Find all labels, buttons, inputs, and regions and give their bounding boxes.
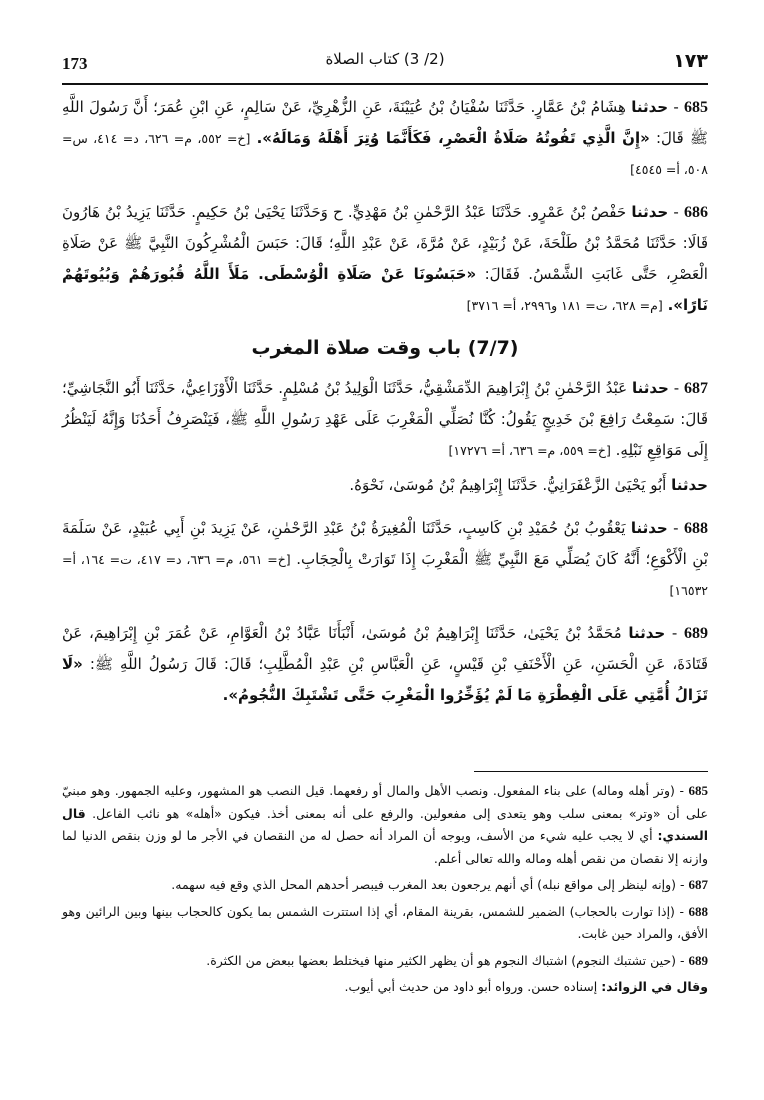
hadith-689: 689 - حدثنا مُحَمَّدُ بْنُ يَحْيَىٰ، حَدَّثَنَا إِبْرَاهِيمُ بْنُ مُوسَىٰ، أَنْبَأَنَا عَبَّادُ بْنُ الْعَوَّامِ، عَنْ عُمَرَ بْنِ إِبْرَاهِيمَ، عَنْ قَتَادَةَ، عَنِ الْحَسَنِ، عَنِ الْأَحْنَفِ بْنِ قَيْسٍ، عَنِ الْعَبَّاسِ بْنِ عَبْدِ الْمُطَّلِبِ؛ قَالَ: قَالَ رَسُولُ اللَّهِ ﷺ: «لَا تَزَالُ أُمَّتِي عَلَى الْفِطْرَةِ مَا لَمْ يُؤَخِّرُوا الْمَغْرِبَ حَتَّى تَشْتَبِكَ النُّجُومُ».	[62, 624, 708, 704]
hadith-number: 689	[684, 625, 708, 642]
footnote-text: - (حين تشتبك النجوم) اشتباك النجوم هو أن يظهر الكثير منها فيختلط بعضها ببعض من الكثرة.	[206, 952, 685, 968]
footnote-separator	[474, 771, 708, 772]
footnote-689	[62, 950, 708, 973]
zawaid-text: إسناده حسن. ورواه أبو داود من حديث أبي أيوب.	[344, 979, 598, 994]
footnote-text: أي لا يجب عليه شيء من الأسف، ويوجه أن المراد أنه حصل له من النقصان في الأجر ما لو وزن بنقص الدنيا لما وازنه إلا نقصان من نقص أهله وماله والله تعالى أعلم.	[62, 828, 708, 866]
hadith-number: 686	[684, 204, 708, 221]
running-title: (2/ 3) كتاب الصلاة	[325, 50, 445, 68]
hadith-text: يَعْقُوبُ بْنُ حُمَيْدِ بْنِ كَاسِبٍ، حَدَّثَنَا الْمُغِيرَةُ بْنُ عَبْدِ الرَّحْمٰنِ، عَنْ يَزِيدَ بْنِ أَبِي عُبَيْدٍ، عَنْ سَلَمَةَ بْنِ الْأَكْوَعِ؛ أَنَّهُ كَانَ يُصَلِّي مَعَ النَّبِيِّ ﷺ الْمَغْرِبَ إِذَا تَوَارَتْ بِالْحِجَابِ.	[62, 519, 708, 568]
hadith-687: 687 - حدثنا عَبْدُ الرَّحْمٰنِ بْنُ إِبْرَاهِيمَ الدِّمَشْقِيُّ، حَدَّثَنَا الْوَلِيدُ بْنُ مُسْلِمٍ. حَدَّثَنَا الْأَوْزَاعِيُّ، حَدَّثَنَا أَبُو النَّجَاشِيِّ؛ قَالَ: سَمِعْتُ رَافِعَ بْنَ خَدِيجٍ يَقُولُ: كُنَّا نُصَلِّي الْمَغْرِبَ عَلَى عَهْدِ رَسُولِ اللَّهِ ﷺ، فَيَنْصَرِفُ أَحَدُنَا وَإِنَّهُ لَيَنْظُرُ إِلَى مَوَاقِعِ نَبْلِهِ. [خ= ٥٥٩، م= ٦٣٦، أ= ١٧٢٧٦]	[62, 379, 708, 459]
hadith-text: حَفْصُ بْنُ عَمْرٍو. حَدَّثَنَا عَبْدُ الرَّحْمٰنِ بْنُ مَهْدِيٍّ. ح وَحَدَّثَنَا يَحْيَىٰ بْنُ حَكِيمٍ. حَدَّثَنَا يَزِيدُ بْنُ هَارُونَ قَالَا: حَدَّثَنَا مُحَمَّدُ بْنُ طَلْحَةَ، عَنْ زُبَيْدٍ، عَنْ مُرَّةَ، عَنْ عَبْدِ اللَّهِ؛ قَالَ: حَبَسَ الْمُشْرِكُونَ النَّبِيَّ ﷺ عَنْ صَلَاةِ الْعَصْرِ، حَتَّى غَابَتِ الشَّمْسُ. فَقَالَ:	[62, 203, 708, 283]
hadith-reference: [خ= ٥٥٩، م= ٦٣٦، أ= ١٧٢٧٦]	[448, 443, 611, 458]
footnote-number: 689	[688, 952, 708, 968]
footnote-number: 688	[688, 903, 708, 919]
chapter-heading: (7/7) باب وقت صلاة المغرب	[251, 337, 519, 359]
footnote-bold-label: قال السندي:	[62, 805, 708, 843]
hadith-number: 688	[683, 520, 708, 537]
hadith-quote: «لَا تَزَالُ أُمَّتِي عَلَى الْفِطْرَةِ مَا لَمْ يُؤَخِّرُوا الْمَغْرِبَ حَتَّى تَشْتَبِكَ النُّجُومُ».	[62, 655, 708, 704]
hadith-intro: حدثنا	[631, 203, 669, 221]
footnotes	[62, 780, 708, 1003]
footnote-text: - (وتر أهله وماله) على بناء المفعول. ونصب الأهل والمال أو رفعهما. قيل النصب هو المشهور، وعليه الجمهور. وهو مبنيّ على أن «وتر» بمعنى سلب وهو يتعدى إلى مفعولين. والرفع على أنه بمعنى أخذ. فيكون «أهله» هو نائب الفاعل.	[62, 783, 708, 821]
hadith-687-continuation	[62, 470, 708, 501]
hadith-intro: حدثنا	[632, 379, 669, 397]
hadith-686: 686 - حدثنا حَفْصُ بْنُ عَمْرٍو. حَدَّثَنَا عَبْدُ الرَّحْمٰنِ بْنُ مَهْدِيٍّ. ح وَحَدَّثَنَا يَحْيَىٰ بْنُ حَكِيمٍ. حَدَّثَنَا يَزِيدُ بْنُ هَارُونَ قَالَا: حَدَّثَنَا مُحَمَّدُ بْنُ طَلْحَةَ، عَنْ زُبَيْدٍ، عَنْ مُرَّةَ، عَنْ عَبْدِ اللَّهِ؛ قَالَ: حَبَسَ الْمُشْرِكُونَ النَّبِيَّ ﷺ عَنْ صَلَاةِ الْعَصْرِ، حَتَّى غَابَتِ الشَّمْسُ. فَقَالَ: «حَبَسُونَا عَنْ صَلَاةِ الْوُسْطَى. مَلَأَ اللَّهُ قُبُورَهُمْ وَبُيُوتَهُمْ نَارًا». [م= ٦٢٨، ت= ١٨١ و٢٩٩٦، أ= ٣٧١٦]	[62, 203, 708, 314]
hadith-number: 687	[684, 380, 708, 397]
footnote-688	[62, 901, 708, 946]
page-number-arabic: ١٧٣	[673, 50, 708, 72]
footnote-685	[62, 780, 708, 870]
hadith-688: 688 - حدثنا يَعْقُوبُ بْنُ حُمَيْدِ بْنِ كَاسِبٍ، حَدَّثَنَا الْمُغِيرَةُ بْنُ عَبْدِ الرَّحْمٰنِ، عَنْ يَزِيدَ بْنِ أَبِي عُبَيْدٍ، عَنْ سَلَمَةَ بْنِ الْأَكْوَعِ؛ أَنَّهُ كَانَ يُصَلِّي مَعَ النَّبِيِّ ﷺ الْمَغْرِبَ إِذَا تَوَارَتْ بِالْحِجَابِ. [خ= ٥٦١، م= ٦٣٦، د= ٤١٧، ت= ١٦٤، أ= ١٦٥٣٢]	[62, 519, 708, 598]
main-text	[62, 92, 708, 723]
hadith-quote: «إِنَّ الَّذِي تَفُوتُهُ صَلَاةُ الْعَصْرِ، فَكَأَنَّمَا وُتِرَ أَهْلَهُ وَمَالَهُ».	[256, 129, 650, 147]
hadith-intro: حدثنا	[631, 98, 669, 116]
footnote-number: 685	[688, 783, 708, 798]
footnote-number: 687	[688, 877, 708, 892]
hadith-number: 685	[684, 99, 708, 116]
hadith-intro: حدثنا	[630, 519, 668, 537]
hadith-text: عَبْدُ الرَّحْمٰنِ بْنُ إِبْرَاهِيمَ الدِّمَشْقِيُّ، حَدَّثَنَا الْوَلِيدُ بْنُ مُسْلِمٍ. حَدَّثَنَا الْأَوْزَاعِيُّ، حَدَّثَنَا أَبُو النَّجَاشِيِّ؛ قَالَ: سَمِعْتُ رَافِعَ بْنَ خَدِيجٍ يَقُولُ: كُنَّا نُصَلِّي الْمَغْرِبَ عَلَى عَهْدِ رَسُولِ اللَّهِ ﷺ، فَيَنْصَرِفُ أَحَدُنَا وَإِنَّهُ لَيَنْظُرُ إِلَى مَوَاقِعِ نَبْلِهِ.	[62, 379, 708, 459]
page-number-latin: 173	[62, 54, 88, 73]
footnote-687	[62, 874, 708, 897]
footnote-text: - (إذا توارت بالحجاب) الضمير للشمس، بقرينة المقام، أي إذا استترت الشمس بما يكون كالحجاب بينها وبين الرائين وهو الأفق، والمراد حين غابت.	[62, 903, 708, 941]
page-header	[62, 44, 708, 84]
footnote-zawaid	[62, 976, 708, 999]
header-rule	[62, 83, 708, 85]
hadith-intro: حدثنا	[671, 476, 708, 494]
hadith-text: مُحَمَّدُ بْنُ يَحْيَىٰ، حَدَّثَنَا إِبْرَاهِيمُ بْنُ مُوسَىٰ، أَنْبَأَنَا عَبَّادُ بْنُ الْعَوَّامِ، عَنْ عُمَرَ بْنِ إِبْرَاهِيمَ، عَنْ قَتَادَةَ، عَنِ الْحَسَنِ، عَنِ الْأَحْنَفِ بْنِ قَيْسٍ، عَنِ الْعَبَّاسِ بْنِ عَبْدِ الْمُطَّلِبِ؛ قَالَ: قَالَ رَسُولُ اللَّهِ ﷺ:	[62, 624, 708, 673]
hadith-reference: [خ= ٥٥٢، م= ٦٢٦، د= ٤١٤، س= ٥٠٨، أ= ٤٥٤٥]	[62, 131, 708, 177]
hadith-685: 685 - حدثنا هِشَامُ بْنُ عَمَّارٍ. حَدَّثَنَا سُفْيَانُ بْنُ عُيَيْنَةَ، عَنِ الزُّهْرِيِّ، عَنْ سَالِمٍ، عَنِ ابْنِ عُمَرَ؛ أَنَّ رَسُولَ اللَّهِ ﷺ قَالَ: «إِنَّ الَّذِي تَفُوتُهُ صَلَاةُ الْعَصْرِ، فَكَأَنَّمَا وُتِرَ أَهْلَهُ وَمَالَهُ». [خ= ٥٥٢، م= ٦٢٦، د= ٤١٤، س= ٥٠٨، أ= ٤٥٤٥]	[62, 98, 708, 177]
hadith-intro: حدثنا	[628, 624, 666, 642]
hadith-text: أَبُو يَحْيَىٰ الزَّعْفَرَانِيُّ. حَدَّثَنَا إِبْرَاهِيمُ بْنُ مُوسَىٰ، نَحْوَهُ.	[349, 476, 667, 494]
hadith-text: هِشَامُ بْنُ عَمَّارٍ. حَدَّثَنَا سُفْيَانُ بْنُ عُيَيْنَةَ، عَنِ الزُّهْرِيِّ، عَنْ سَالِمٍ، عَنِ ابْنِ عُمَرَ؛ أَنَّ رَسُولَ اللَّهِ ﷺ قَالَ:	[62, 98, 708, 147]
zawaid-label: وقال في الزوائد:	[601, 979, 708, 994]
hadith-reference: [م= ٦٢٨، ت= ١٨١ و٢٩٩٦، أ= ٣٧١٦]	[466, 298, 663, 313]
footnote-text: - (وإنه لينظر إلى مواقع نبله) أي أنهم يرجعون بعد المغرب فيبصر أحدهم المحل الذي وقع فيه سهمه.	[171, 877, 685, 892]
hadith-quote: «حَبَسُونَا عَنْ صَلَاةِ الْوُسْطَى. مَلَأَ اللَّهُ قُبُورَهُمْ وَبُيُوتَهُمْ نَارًا».	[62, 265, 708, 314]
hadith-reference: [خ= ٥٦١، م= ٦٣٦، د= ٤١٧، ت= ١٦٤، أ= ١٦٥٣٢]	[62, 552, 708, 598]
